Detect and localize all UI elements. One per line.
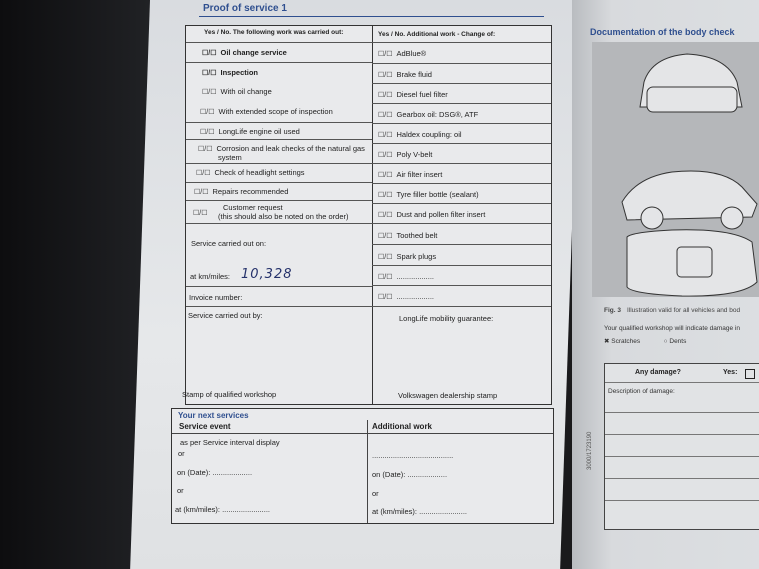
right-item-diesel-filter [378,90,448,99]
service-event-header: Service event [179,422,231,431]
left-item-longlife-oil [200,127,300,136]
checkbox[interactable]: ☐/☐ [378,233,393,240]
scratches-legend: ✖ Scratches [604,338,641,345]
header-rule [172,433,553,434]
on-date-field[interactable]: on (Date): ................... [177,468,253,477]
title-rule [199,16,544,17]
checkbox[interactable]: ☐/☐ [378,92,393,99]
left-item-extended-scope [200,107,333,116]
km-label: at km/miles: [190,272,231,281]
row-rule [186,122,372,123]
right-item-poly-v-belt [378,150,432,159]
checkbox[interactable]: ☐/☐ [378,112,393,119]
service-by-label: Service carried out by: [188,311,263,320]
checkbox[interactable]: ☐/☐ [202,70,217,77]
yes-label: Yes: [723,369,738,376]
item-label: .................. [396,292,435,301]
proof-of-service-title: Proof of service 1 [203,3,287,14]
fig-label: Fig. 3 [604,307,621,314]
checkbox[interactable]: ☐/☐ [196,170,211,177]
item-label: Corrosion and leak checks of the natural gas [216,144,365,153]
right-item-blank-2 [378,292,434,301]
or-text: or [177,486,184,495]
invoice-label: Invoice number: [189,293,243,302]
customer-request-line1: Customer request [223,203,283,212]
damage-legend [604,337,686,345]
header-left: Yes / No. The following work was carried out: [204,29,344,36]
as-per-interval: as per Service interval display [180,438,280,447]
row-rule [372,244,551,245]
left-item-corrosion-line2: system [218,153,242,162]
item-label: LongLife engine oil used [218,127,300,136]
additional-work-line[interactable]: ....................................... [372,451,454,460]
checkbox[interactable]: ☐/☐ [378,72,393,79]
checkbox[interactable]: ☐/☐ [378,212,393,219]
left-item-with-oil-change [202,87,272,96]
item-label: Check of headlight settings [214,168,305,177]
rule [605,478,759,479]
row-rule [372,83,551,84]
item-label: With oil change [220,87,272,96]
rule [605,456,759,457]
right-item-haldex [378,130,462,139]
checkbox[interactable]: ☐/☐ [200,109,215,116]
header-right: Yes / No. Additional work - Change of: [378,31,496,38]
checkbox[interactable]: ☐/☐ [378,152,393,159]
item-label: Spark plugs [396,252,437,261]
item-label: AdBlue® [396,49,427,58]
row-rule [372,163,551,164]
item-label: Air filter insert [396,170,443,179]
row-rule [372,285,551,286]
customer-request-line2: (this should also be noted on the order) [218,212,349,221]
row-rule [186,182,372,183]
service-form-table [182,25,552,405]
dealer-stamp-label: Volkswagen dealership stamp [398,391,498,400]
checkbox[interactable]: ☐/☐ [202,50,217,57]
rule [605,382,759,383]
item-label: Brake fluid [396,70,432,79]
right-item-toothed-belt [378,231,437,240]
right-item-air-filter [378,170,442,179]
checkbox[interactable]: ☐/☐ [378,172,393,179]
left-item-headlight [196,168,305,177]
row-rule [372,103,551,104]
rule [605,434,759,435]
at-km-field-2[interactable]: at (km/miles): ....................... [372,507,468,516]
checkbox[interactable]: ☐/☐ [378,254,393,261]
right-item-brake-fluid [378,70,432,79]
item-label: Repairs recommended [212,187,289,196]
item-label: .................. [396,272,435,281]
rule [605,412,759,413]
right-item-adblue [378,49,426,58]
row-rule [372,183,551,184]
row-rule [186,163,372,164]
checkbox[interactable]: ☐/☐ [378,192,393,199]
checkbox[interactable]: ☐/☐ [200,129,215,136]
row-rule [186,139,372,140]
row-rule [372,265,551,266]
row-rule [186,286,372,287]
row-rule [372,143,551,144]
row-rule [186,306,551,307]
checkbox[interactable]: ☐/☐ [202,89,217,96]
right-item-pollen-filter [378,210,485,219]
row-rule [372,63,551,64]
checkbox[interactable]: ☐/☐ [198,146,213,153]
or-text-2: or [372,489,379,498]
dents-legend: ○ Dents [663,338,687,345]
checkbox[interactable]: ☐/☐ [193,210,208,217]
checkbox[interactable]: ☐/☐ [194,189,209,196]
workshop-note: Your qualified workshop will indicate damage in [604,325,740,332]
right-item-blank-1 [378,272,434,281]
row-rule [372,203,551,204]
longlife-guarantee-label: LongLife mobility guarantee: [399,314,494,323]
row-rule [186,223,372,224]
item-label: With extended scope of inspection [218,107,333,116]
figure-caption [604,307,740,314]
item-label: Gearbox oil: DSG®, ATF [396,110,479,119]
right-item-tyre-filler [378,190,479,199]
checkbox[interactable]: ☐/☐ [378,132,393,139]
item-label: Tyre filler bottle (sealant) [396,190,479,199]
left-item-oil-change [202,48,287,57]
item-label: Oil change service [220,48,287,57]
or-text: or [178,449,185,458]
item-label: Diesel fuel filter [396,90,448,99]
item-label: Inspection [220,68,259,77]
item-label: Haldex coupling: oil [396,130,462,139]
car-diagram-svg [592,42,759,297]
fig-text: Illustration valid for all vehicles and bod [626,307,741,314]
left-item-inspection [202,68,258,77]
header-rule [186,42,551,43]
stamp-label: Stamp of qualified workshop [182,390,277,399]
damage-box [604,363,759,530]
km-value-handwritten: 10,328 [241,267,293,282]
item-label: Poly V-belt [396,150,433,159]
row-rule [372,223,551,224]
left-item-customer-request [193,208,212,217]
any-damage-label: Any damage? [635,369,681,376]
column-divider [367,420,368,523]
service-carried-out-on-label: Service carried out on: [191,239,267,248]
right-item-spark-plugs [378,252,436,261]
car-illustration [592,42,759,297]
right-item-gearbox-oil [378,110,478,119]
at-km-field[interactable]: at (km/miles): ....................... [175,505,271,514]
rule [605,500,759,501]
left-item-corrosion [198,144,365,153]
body-check-title: Documentation of the body check [590,27,735,37]
document-number: 3000/1723190 [587,431,593,470]
left-item-repairs [194,187,288,196]
checkbox[interactable]: ☐/☐ [378,51,393,58]
on-date-field-2[interactable]: on (Date): ................... [372,470,448,479]
item-label: Toothed belt [396,231,438,240]
checkbox[interactable]: ☐/☐ [378,274,393,281]
row-rule [186,62,372,63]
checkbox[interactable]: ☐/☐ [378,294,393,301]
yes-checkbox[interactable] [745,369,755,379]
item-label: Dust and pollen filter insert [396,210,486,219]
next-services-title: Your next services [178,411,249,420]
additional-work-header: Additional work [372,422,432,431]
next-services-box [171,408,554,524]
row-rule [186,200,372,201]
damage-description-label: Description of damage: [608,388,675,395]
row-rule [372,123,551,124]
